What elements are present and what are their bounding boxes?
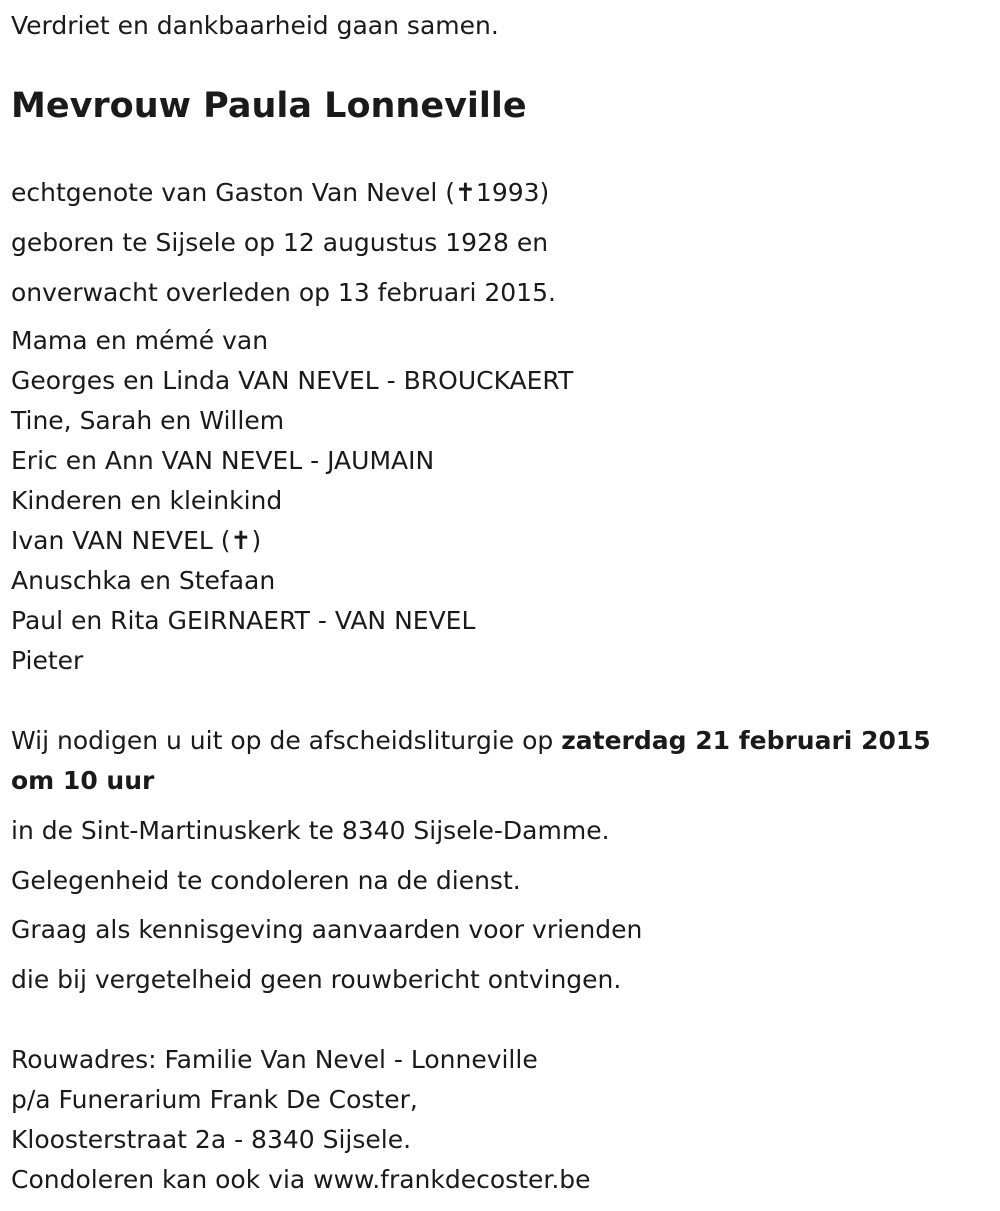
detail-spouse: echtgenote van Gaston Van Nevel (✝1993): [11, 178, 550, 207]
invitation-date: zaterdag 21 februari 2015: [561, 726, 931, 755]
family-line: Anuschka en Stefaan: [11, 566, 276, 595]
family-line: Paul en Rita GEIRNAERT - VAN NEVEL: [11, 606, 476, 635]
family-line: Eric en Ann VAN NEVEL - JAUMAIN: [11, 446, 435, 475]
deceased-name: Mevrouw Paula Lonneville: [11, 86, 527, 126]
family-line: Tine, Sarah en Willem: [11, 406, 285, 435]
detail-born: geboren te Sijsele op 12 augustus 1928 en: [11, 228, 549, 257]
family-line: Georges en Linda VAN NEVEL - BROUCKAERT: [11, 366, 574, 395]
invitation-line: [11, 725, 931, 757]
service-line: Graag als kennisgeving aanvaarden voor vrienden: [11, 915, 643, 944]
family-line: Ivan VAN NEVEL (✝): [11, 526, 262, 555]
service-line: die bij vergetelheid geen rouwbericht ontvingen.: [11, 965, 622, 994]
intro-text: Verdriet en dankbaarheid gaan samen.: [11, 11, 499, 40]
family-line: Kinderen en kleinkind: [11, 486, 283, 515]
invitation-prefix: Wij nodigen u uit op de afscheidsliturgie op: [11, 726, 562, 755]
family-line: Mama en mémé van: [11, 326, 269, 355]
service-line: in de Sint-Martinuskerk te 8340 Sijsele-Damme.: [11, 816, 610, 845]
address-line: Rouwadres: Familie Van Nevel - Lonneville: [11, 1045, 538, 1074]
family-line: Pieter: [11, 646, 84, 675]
invitation-time: om 10 uur: [11, 766, 155, 795]
address-line: Kloosterstraat 2a - 8340 Sijsele.: [11, 1125, 412, 1154]
condolence-website: Condoleren kan ook via www.frankdecoster.be: [11, 1165, 591, 1194]
service-line: Gelegenheid te condoleren na de dienst.: [11, 866, 521, 895]
address-line: p/a Funerarium Frank De Coster,: [11, 1085, 418, 1114]
detail-died: onverwacht overleden op 13 februari 2015.: [11, 278, 556, 307]
